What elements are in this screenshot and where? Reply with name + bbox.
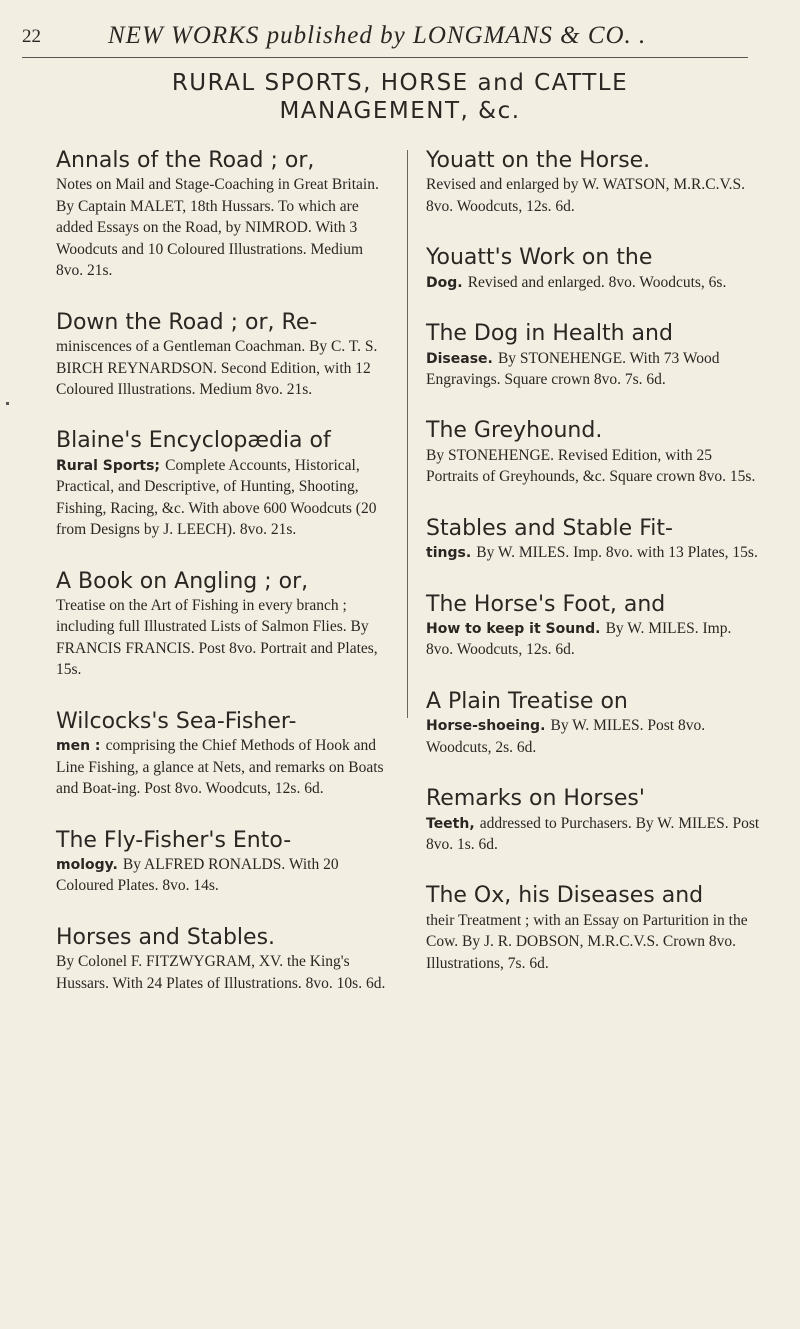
book-title: A Plain Treatise on [426, 688, 628, 714]
book-description: Revised and enlarged. 8vo. Woodcuts, 6s. [467, 273, 727, 291]
book-title: The Fly-Fisher's Ento- [56, 827, 292, 853]
book-entry [56, 709, 391, 800]
book-entry [426, 418, 762, 487]
book-subtitle: Rural Sports; [56, 457, 161, 474]
book-title: The Dog in Health and [426, 321, 673, 347]
book-entry [426, 148, 762, 217]
book-description: Notes on Mail and Stage-Coaching in Great Britain. By Captain MALET, 18th Hussars. To which are added Essays on the Road, by NIMROD. With 3 Woodcuts and 10 Coloured Illustrations. Medium 8vo. 21s. [56, 176, 379, 280]
book-entry [426, 321, 762, 390]
page-number: 22 [22, 26, 41, 47]
header-rule [22, 57, 748, 58]
book-title: Blaine's Encyclopædia of [56, 428, 331, 454]
book-description: their Treatment ; with an Essay on Parturition in the Cow. By J. R. DOBSON, M.R.C.V.S. Crown 8vo. Illustrations, 7s. 6d. [426, 911, 748, 972]
book-title: Down the Road ; or, Re- [56, 309, 318, 335]
running-head: NEW WORKS published by LONGMANS & CO. . [108, 22, 647, 49]
book-entry [426, 883, 762, 974]
book-title: Annals of the Road ; or, [56, 148, 315, 173]
left-column [56, 148, 391, 1022]
book-title: Youatt's Work on the [426, 245, 653, 271]
section-title-continued: MANAGEMENT, &c. [279, 98, 521, 124]
book-title: Horses and Stables. [56, 924, 276, 950]
book-entry [56, 925, 391, 994]
book-title: A Book on Angling ; or, [56, 568, 309, 594]
book-subtitle: mology. [56, 856, 118, 873]
book-subtitle: tings. [426, 545, 472, 562]
book-description: miniscences of a Gentleman Coachman. By C. T. S. BIRCH REYNARDSON. Second Edition, with 12 Coloured Illustrations. Medium 8vo. 21s. [56, 338, 378, 398]
book-subtitle: Disease. [426, 350, 493, 367]
book-title: Youatt on the Horse. [426, 148, 651, 173]
book-entry [56, 569, 391, 681]
book-description: comprising the Chief Methods of Hook and Line Fishing, a glance at Nets, and remarks on Boats and Boat-ing. Post 8vo. Woodcuts, 12s. 6d. [56, 737, 384, 798]
section-title: RURAL SPORTS, HORSE and CATTLE [171, 70, 629, 96]
book-subtitle: Teeth, [426, 815, 475, 832]
book-title: Remarks on Horses' [426, 786, 645, 812]
book-entry [426, 592, 762, 661]
book-entry [426, 786, 762, 855]
book-subtitle: Dog. [426, 274, 463, 291]
book-entry [56, 828, 391, 897]
book-description: Complete Accounts, Historical, Practical, and Descriptive, of Hunting, Shooting, Fishing, Racing, &c. With above 600 Woodcuts (20 from Designs by J. LEECH). 8vo. 21s. [56, 456, 377, 539]
column-divider [407, 150, 408, 718]
book-description: By W. MILES. Imp. 8vo. with 13 Plates, 15s. [476, 544, 758, 562]
book-title: The Greyhound. [426, 418, 603, 444]
book-title: The Horse's Foot, and [426, 591, 666, 617]
book-description: By Colonel F. FITZWYGRAM, XV. the King's Hussars. With 24 Plates of Illustrations. 8vo. 10s. 6d. [56, 953, 386, 992]
book-entry [56, 428, 391, 540]
book-entry [56, 310, 391, 401]
book-entry [56, 148, 391, 282]
book-description: By STONEHENGE. With 73 Wood Engravings. Square crown 8vo. 7s. 6d. [426, 349, 720, 388]
book-description: By ALFRED RONALDS. With 20 Coloured Plates. 8vo. 14s. [56, 855, 339, 895]
book-subtitle: men : [56, 738, 101, 755]
book-description: By W. MILES. Post 8vo. Woodcuts, 2s. 6d. [426, 717, 706, 756]
book-subtitle: Horse-shoeing. [426, 718, 546, 735]
book-description: Revised and enlarged by W. WATSON, M.R.C.V.S. 8vo. Woodcuts, 12s. 6d. [426, 176, 746, 215]
margin-mark [6, 402, 9, 405]
book-description: By W. MILES. Imp. 8vo. Woodcuts, 12s. 6d. [426, 619, 732, 659]
book-subtitle: How to keep it Sound. [426, 620, 601, 637]
book-title: The Ox, his Diseases and [426, 883, 704, 909]
book-title: Wilcocks's Sea-Fisher- [56, 708, 297, 734]
right-column [426, 148, 762, 1002]
book-description: addressed to Purchasers. By W. MILES. Post 8vo. 1s. 6d. [426, 814, 760, 854]
book-entry [426, 245, 762, 293]
book-description: By STONEHENGE. Revised Edition, with 25 Portraits of Greyhounds, &c. Square crown 8vo. 15s. [426, 446, 756, 486]
book-description: Treatise on the Art of Fishing in every branch ; including full Illustrated Lists of Salmon Flies. By FRANCIS FRANCIS. Post 8vo. Portrait and Plates, 15s. [56, 597, 378, 679]
book-entry [426, 516, 762, 564]
book-entry [426, 689, 762, 758]
book-title: Stables and Stable Fit- [426, 515, 673, 541]
